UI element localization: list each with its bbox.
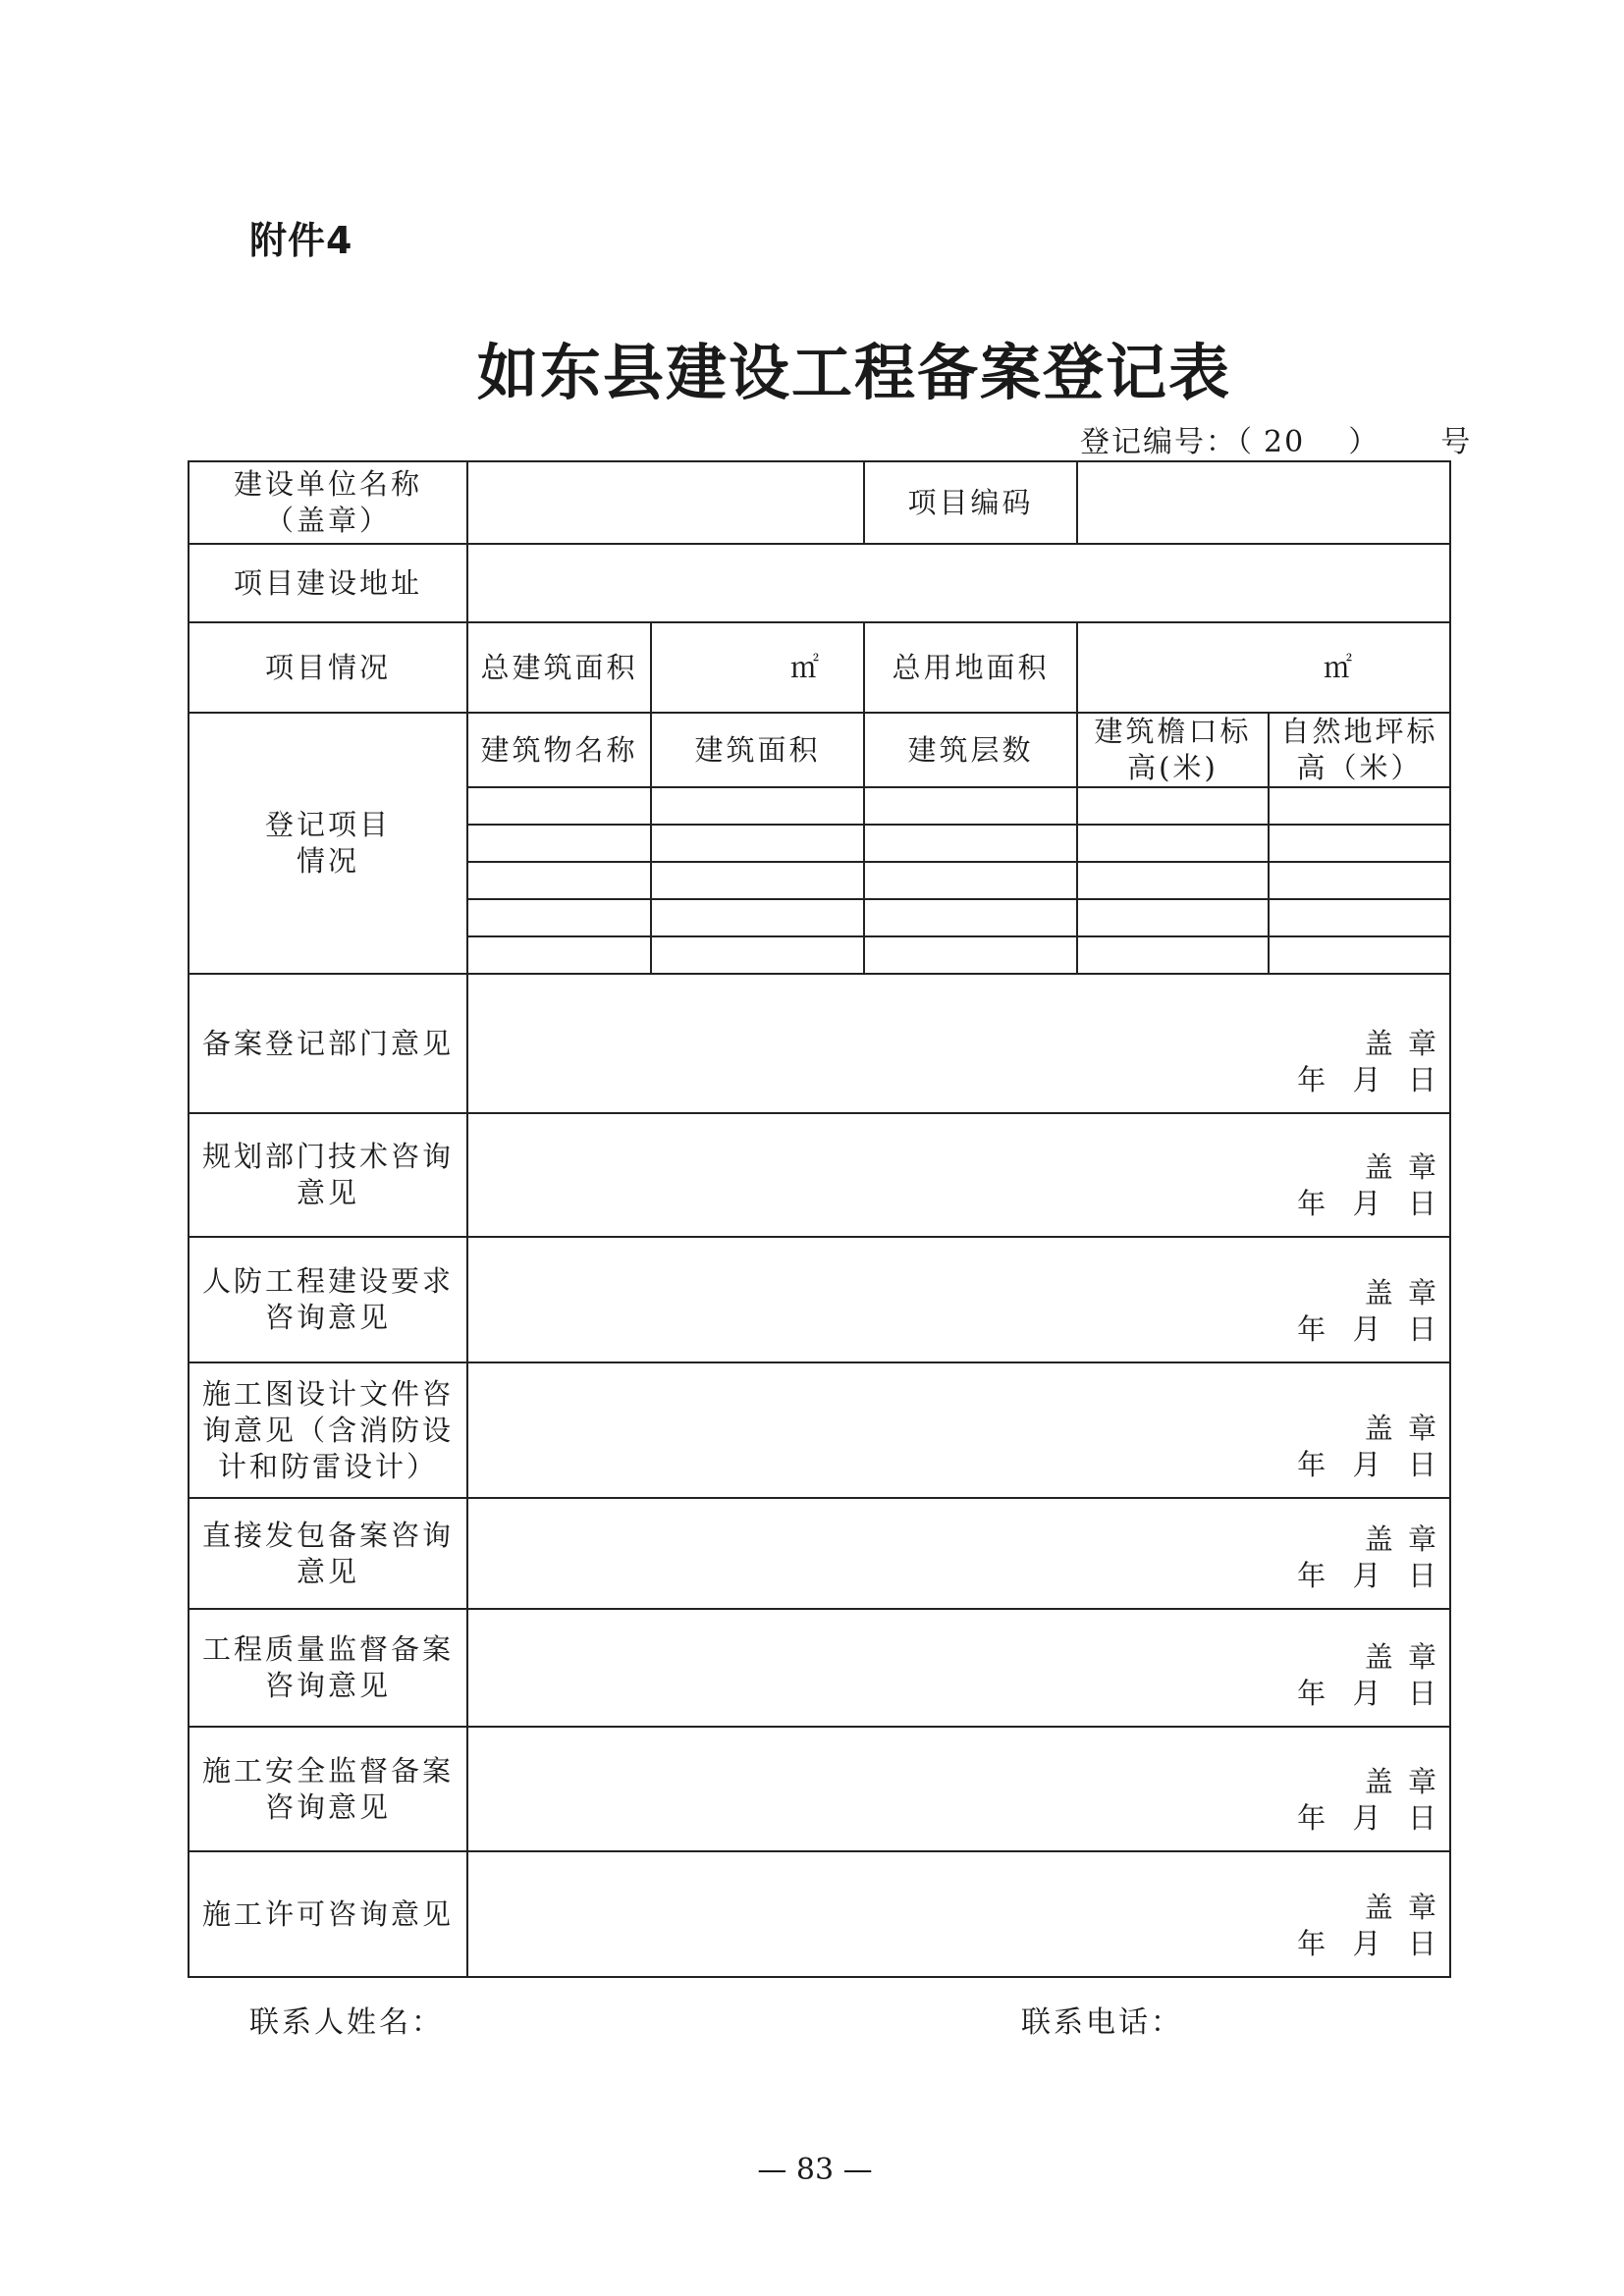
project-address-value[interactable]	[467, 544, 1450, 622]
project-code-label: 项目编码	[864, 461, 1077, 544]
registration-year: 20	[1264, 425, 1306, 459]
opinion-value-filing[interactable]	[467, 974, 1450, 1113]
attachment-label: 附件4	[249, 219, 353, 262]
seal-date: 盖 章 年 月 日	[1297, 1640, 1439, 1710]
total-building-area-label: 总建筑面积	[467, 622, 651, 713]
opinion-value-planning[interactable]	[467, 1113, 1450, 1237]
registration-number	[1080, 417, 1472, 460]
project-status-label: 项目情况	[189, 622, 467, 713]
registration-close-paren: ）	[1348, 425, 1380, 459]
opinion-value-construction-permit[interactable]	[467, 1851, 1450, 1977]
seal-date: 盖 章 年 月 日	[1297, 1150, 1439, 1220]
opinion-label-construction-drawing: 施工图设计文件咨 询意见（含消防设 计和防雷设计）	[189, 1362, 467, 1498]
opinion-value-quality-supervision[interactable]	[467, 1609, 1450, 1727]
form-title: 如东县建设工程备案登记表	[476, 337, 1231, 408]
seal-date: 盖 章 年 月 日	[1297, 1276, 1439, 1346]
unit-name-value[interactable]	[467, 461, 864, 544]
seal-date: 盖 章 年 月 日	[1297, 1522, 1439, 1592]
opinion-label-direct-contracting: 直接发包备案咨询 意见	[189, 1498, 467, 1609]
contact-name-label: 联系人姓名：	[249, 2005, 444, 2040]
total-land-area-label: 总用地面积	[864, 622, 1077, 713]
col-ground-elevation: 自然地坪标 高（米）	[1269, 713, 1450, 787]
total-building-area-value[interactable]: ㎡	[651, 622, 864, 713]
seal-date: 盖 章 年 月 日	[1297, 1765, 1439, 1835]
unit-name-label: 建设单位名称 （盖章）	[189, 461, 467, 544]
opinion-label-construction-permit: 施工许可咨询意见	[189, 1851, 467, 1977]
opinion-value-direct-contracting[interactable]	[467, 1498, 1450, 1609]
opinion-label-planning: 规划部门技术咨询 意见	[189, 1113, 467, 1237]
seal-date: 盖 章 年 月 日	[1297, 1027, 1439, 1096]
opinion-value-construction-drawing[interactable]	[467, 1362, 1450, 1498]
total-land-area-value[interactable]: ㎡	[1077, 622, 1450, 713]
col-building-floors: 建筑层数	[864, 713, 1077, 787]
opinion-label-filing: 备案登记部门意见	[189, 974, 467, 1113]
col-building-name: 建筑物名称	[467, 713, 651, 787]
registration-suffix: 号	[1440, 425, 1473, 459]
opinion-label-quality-supervision: 工程质量监督备案 咨询意见	[189, 1609, 467, 1727]
opinion-value-civil-defense[interactable]	[467, 1237, 1450, 1362]
registered-items-label: 登记项目 情况	[189, 713, 467, 974]
registration-label: 登记编号：（	[1080, 425, 1254, 459]
col-building-area: 建筑面积	[651, 713, 864, 787]
opinion-label-civil-defense: 人防工程建设要求 咨询意见	[189, 1237, 467, 1362]
project-code-value[interactable]	[1077, 461, 1450, 544]
page-number: — 83 —	[757, 2153, 873, 2187]
contact-phone-label: 联系电话：	[1021, 2005, 1183, 2040]
seal-date: 盖 章 年 月 日	[1297, 1891, 1439, 1960]
opinion-value-safety-supervision[interactable]	[467, 1727, 1450, 1851]
col-eave-height: 建筑檐口标 高(米)	[1077, 713, 1269, 787]
project-address-label: 项目建设地址	[189, 544, 467, 622]
seal-date: 盖 章 年 月 日	[1297, 1412, 1439, 1481]
registration-form-table	[188, 460, 1451, 1978]
opinion-label-safety-supervision: 施工安全监督备案 咨询意见	[189, 1727, 467, 1851]
